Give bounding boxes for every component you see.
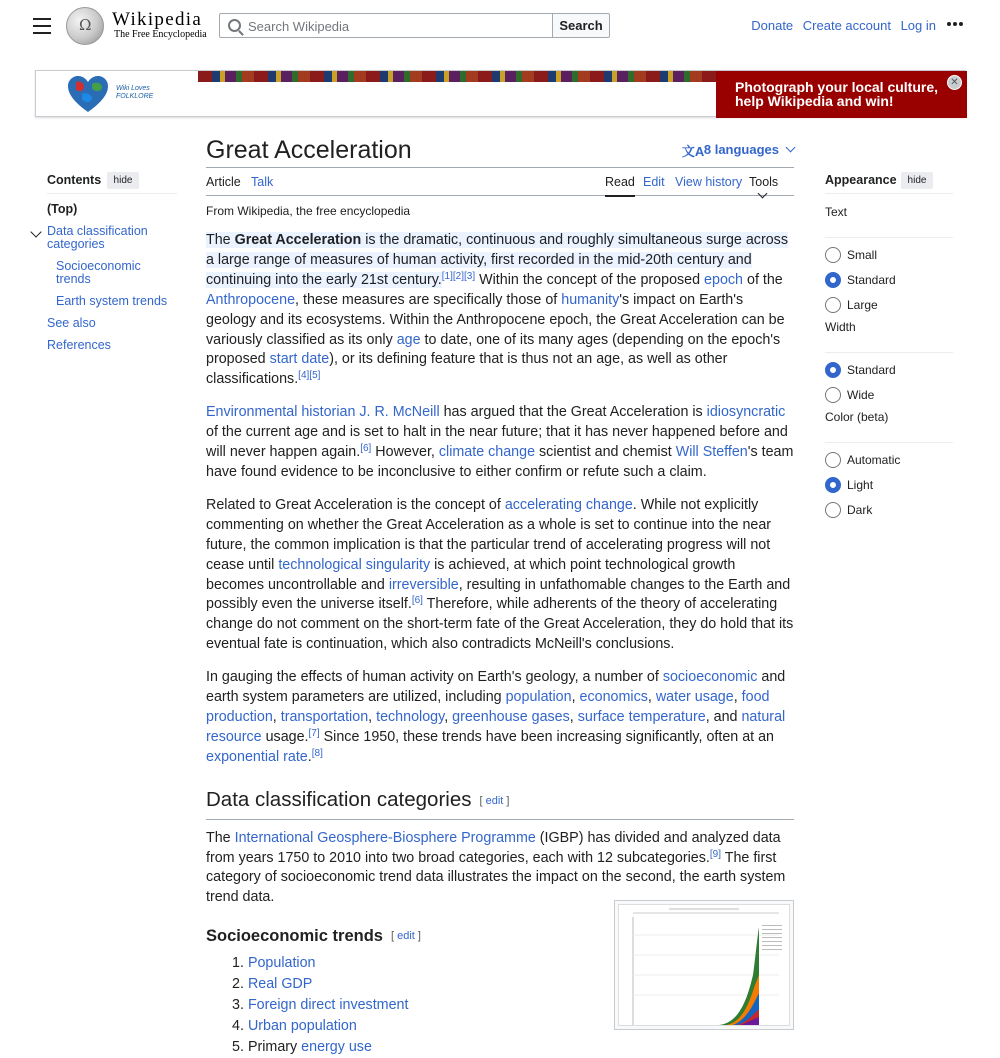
search-input[interactable] [248, 17, 538, 35]
list-item: 4. Urban population [232, 1018, 357, 1035]
paragraph: In gauging the effects of human activity on Earth's geology, a number of socioeconomic and earth system parameters are utilized, including population, economics, water usage, food production, transportation, technology, greenhouse gases, surface temperature, and natural resource usage.[7] Since 1950, these trends have been increasing significantly, often at an exponential rate.[8] [206, 669, 786, 765]
tab-read[interactable]: Read [605, 175, 635, 189]
width-label: Width [825, 320, 953, 353]
radio-label: Wide [847, 388, 875, 402]
search-button[interactable]: Search [552, 13, 610, 38]
citation-link[interactable]: [6] [360, 443, 372, 455]
toc-list [47, 203, 177, 352]
create-account-link[interactable]: Create account [802, 18, 891, 33]
banner-close-icon[interactable]: ✕ [947, 75, 962, 90]
list-item-text: Primary [247, 1039, 298, 1056]
banner-logo-text [116, 85, 153, 101]
section-heading [206, 787, 794, 820]
page-tabs [206, 167, 794, 196]
list-item: 2. Real GDP [232, 976, 313, 993]
wikipedia-globe-logo[interactable] [66, 7, 104, 45]
radio-text-large[interactable] [825, 293, 953, 318]
radio-text-small[interactable] [825, 243, 953, 268]
more-options-icon[interactable] [947, 22, 963, 28]
citation-link[interactable]: [5] [309, 370, 321, 382]
text-size-options [825, 238, 953, 318]
radio-label: Small [847, 248, 878, 262]
subsection-heading-text: Socioeconomic trends [206, 927, 383, 946]
link-will-steffen[interactable]: Will Steffen [675, 444, 748, 461]
toc-header [47, 170, 177, 194]
toc-title: Contents [47, 173, 102, 187]
link-greenhouse-gases[interactable]: greenhouse gases [452, 708, 570, 725]
paragraph: Related to Great Acceleration is the concept of accelerating change. While not explicitly commenting on whether the Great Acceleration as a whole is set to continue into the near future, the common implication is that the particular trend of accelerating progress will not cease until technological singularity is achieved, at which point technological growth becomes uncontrollable and irreversible, resulting in unfathomable changes to the Earth and possibly even the universe itself.[6] Therefore, while adherents of the theory of accelerating change do not comment on the short-term fate of the Great Acceleration, they do hold that its eventual fate is continuation, which also contradicts McNeill's conclusions. [206, 496, 794, 653]
link-surface-temperature[interactable]: surface temperature [577, 708, 706, 725]
wiki-loves-folklore-logo [66, 74, 110, 114]
radio-label: Light [847, 478, 874, 492]
link-natural-resource[interactable]: natural resource [206, 708, 786, 745]
radio-color-dark[interactable] [825, 498, 953, 523]
link-energy-use[interactable]: energy use [301, 1039, 372, 1056]
color-label: Color (beta) [825, 410, 953, 443]
citation-link[interactable]: [8] [311, 747, 323, 759]
language-count: 8 languages [703, 142, 779, 157]
link-mcneill[interactable]: J. R. McNeill [359, 404, 440, 421]
radio-color-light[interactable] [825, 473, 953, 498]
radio-width-standard[interactable] [825, 358, 953, 383]
link-technology[interactable]: technology [376, 708, 445, 725]
link-exponential-rate[interactable]: exponential rate [206, 748, 308, 765]
radio-label: Large [847, 298, 878, 312]
radio-button[interactable] [825, 297, 841, 313]
link-igbp[interactable]: International Geosphere-Biosphere Programme [234, 829, 536, 846]
citation-link[interactable]: [2] [452, 270, 465, 282]
translate-icon: 文A [681, 144, 705, 159]
link-anthropocene[interactable]: Anthropocene [206, 291, 296, 308]
radio-color-automatic[interactable] [825, 448, 953, 473]
link-idiosyncratic[interactable]: idiosyncratic [706, 404, 786, 421]
citation-link[interactable]: [9] [709, 848, 721, 860]
link-real-gdp[interactable]: Real GDP [247, 976, 313, 993]
link-transportation[interactable]: transportation [280, 708, 369, 725]
edit-link[interactable]: edit [397, 930, 415, 943]
tab-talk[interactable]: Talk [251, 175, 274, 189]
radio-button[interactable] [825, 452, 841, 468]
tools-label: Tools [749, 175, 779, 189]
appearance-header [825, 170, 953, 194]
radio-label: Standard [847, 363, 896, 377]
width-options [825, 353, 953, 408]
radio-button-selected[interactable] [825, 362, 841, 378]
link-age[interactable]: age [396, 331, 421, 348]
appearance-title: Appearance [825, 173, 897, 187]
citation-link[interactable]: [1] [441, 270, 453, 282]
language-button[interactable] [682, 142, 794, 159]
table-of-contents [47, 170, 177, 352]
toc-item-see-also[interactable]: See also [47, 316, 96, 330]
banner-cta-text[interactable]: Photograph your local culture, help Wikipedia and win! [716, 71, 967, 118]
toc-item-references[interactable]: References [47, 338, 111, 352]
site-header [0, 0, 1000, 56]
banner-logo-line-1: Wiki Loves [116, 85, 150, 92]
radio-button-selected[interactable] [825, 272, 841, 288]
toc-item-socioeconomic-trends[interactable]: Socioeconomic trends [56, 259, 141, 286]
tab-edit[interactable]: Edit [643, 175, 665, 189]
tools-menu[interactable] [749, 175, 794, 203]
main-content [206, 130, 794, 1056]
page-title: Great Acceleration [206, 136, 412, 164]
subsection-edit-link[interactable]: [ edit ] [390, 930, 421, 943]
toc-collapse-chevron-icon[interactable] [30, 226, 41, 237]
thumbnail-chart-graphic [619, 905, 791, 1027]
section-edit-link[interactable]: [ edit ] [479, 794, 510, 807]
color-options [825, 443, 953, 523]
link-urban-population[interactable]: Urban population [247, 1018, 357, 1035]
radio-button[interactable] [825, 387, 841, 403]
search-box [219, 13, 553, 38]
link-start-date[interactable]: start date [269, 351, 330, 368]
link-environmental-historian[interactable]: Environmental historian [206, 404, 356, 421]
link-water-usage[interactable]: water usage [655, 689, 734, 706]
banner-photo-strip [198, 71, 716, 82]
link-foreign-direct-investment[interactable]: Foreign direct investment [247, 997, 409, 1014]
banner-logo-line-2: FOLKLORE [116, 93, 154, 100]
citation-link[interactable]: [6] [411, 595, 423, 607]
radio-label: Automatic [847, 453, 901, 467]
link-socioeconomic[interactable]: socioeconomic [662, 669, 758, 686]
chart-thumbnail[interactable] [614, 900, 794, 1030]
radio-width-wide[interactable] [825, 383, 953, 408]
citation-link[interactable]: [7] [308, 727, 320, 739]
toc-item-top[interactable]: (Top) [47, 202, 78, 216]
radio-label: Standard [847, 273, 896, 287]
search-icon [228, 19, 241, 32]
tab-view-history[interactable]: View history [675, 175, 743, 189]
paragraph-lead: The Great Acceleration is the dramatic, continuous and roughly simultaneous surge across a large range of measures of human activity, first recorded in the mid-20th century and continuing into the early 21st century.[1][2][3] Within the concept of the proposed epoch of the Anthropocene, these measures are specifically those of humanity's impact on Earth's geology and its ecosystems. Within the Anthropocene epoch, the Great Acceleration can be variously classified as its only age to date, one of its many ages (depending on the epoch's proposed start date), or its defining feature that is thus not an age, as well as other classifications.[4][5] [206, 232, 788, 388]
chevron-down-icon [786, 143, 796, 153]
link-economics[interactable]: economics [579, 689, 648, 706]
paragraph: Environmental historian J. R. McNeill has argued that the Great Acceleration is idiosyncratic of the current age and is set to halt in the near future; that it has never happened before and will never happen again.[6] However, climate change scientist and chemist Will Steffen's team have found evidence to be inconclusive to either confirm or refute such a claim. [206, 404, 794, 480]
log-in-link[interactable]: Log in [900, 18, 936, 33]
wikipedia-wordmark[interactable]: Wikipedia [112, 9, 203, 30]
main-menu-icon[interactable] [33, 18, 51, 34]
toc-item-earth-system-trends[interactable]: Earth system trends [56, 294, 168, 308]
appearance-panel [825, 170, 953, 523]
link-technological-singularity[interactable]: technological singularity [278, 556, 431, 573]
user-links [745, 18, 936, 33]
citation-link[interactable]: [3] [464, 270, 476, 282]
appearance-hide-button[interactable]: hide [901, 172, 933, 189]
list-item: 3. Foreign direct investment [232, 997, 409, 1014]
radio-button[interactable] [825, 502, 841, 518]
link-epoch[interactable]: epoch [704, 271, 744, 288]
donate-link[interactable]: Donate [751, 18, 794, 33]
text-size-label: Text [825, 205, 953, 238]
citation-link[interactable]: [4] [298, 370, 310, 382]
link-humanity[interactable]: humanity [561, 291, 620, 308]
site-sub: From Wikipedia, the free encyclopedia [206, 204, 411, 218]
link-climate-change[interactable]: climate change [438, 444, 536, 461]
link-population-item[interactable]: Population [247, 955, 316, 972]
list-item: 5. Primary energy use [232, 1039, 372, 1056]
tools-chevron-icon [758, 189, 768, 199]
radio-button[interactable] [825, 247, 841, 263]
toc-item-data-classification[interactable]: Data classification categories [47, 224, 148, 251]
radio-text-standard[interactable] [825, 268, 953, 293]
campaign-banner[interactable] [35, 70, 966, 117]
link-population[interactable]: population [505, 689, 572, 706]
radio-label: Dark [847, 503, 873, 517]
tab-article[interactable]: Article [206, 175, 241, 189]
paragraph: The International Geosphere-Biosphere Programme (IGBP) has divided and analyzed data from years 1750 to 2010 into two broad categories, each with 12 subcategories.[9] The first category of socioeconomic trend data illustrates the impact on the second, the earth system trend data. [206, 829, 786, 906]
section-heading-text: Data classification categories [206, 787, 472, 811]
radio-button-selected[interactable] [825, 477, 841, 493]
list-item: 1. Population [232, 955, 316, 972]
link-irreversible[interactable]: irreversible [388, 576, 459, 593]
edit-link[interactable]: edit [485, 794, 504, 807]
wikipedia-tagline: The Free Encyclopedia [114, 29, 207, 40]
link-food-production[interactable]: food production [206, 689, 770, 725]
toc-hide-button[interactable]: hide [107, 172, 139, 189]
thumbnail-image [618, 904, 790, 1026]
link-accelerating-change[interactable]: accelerating change [504, 496, 633, 513]
